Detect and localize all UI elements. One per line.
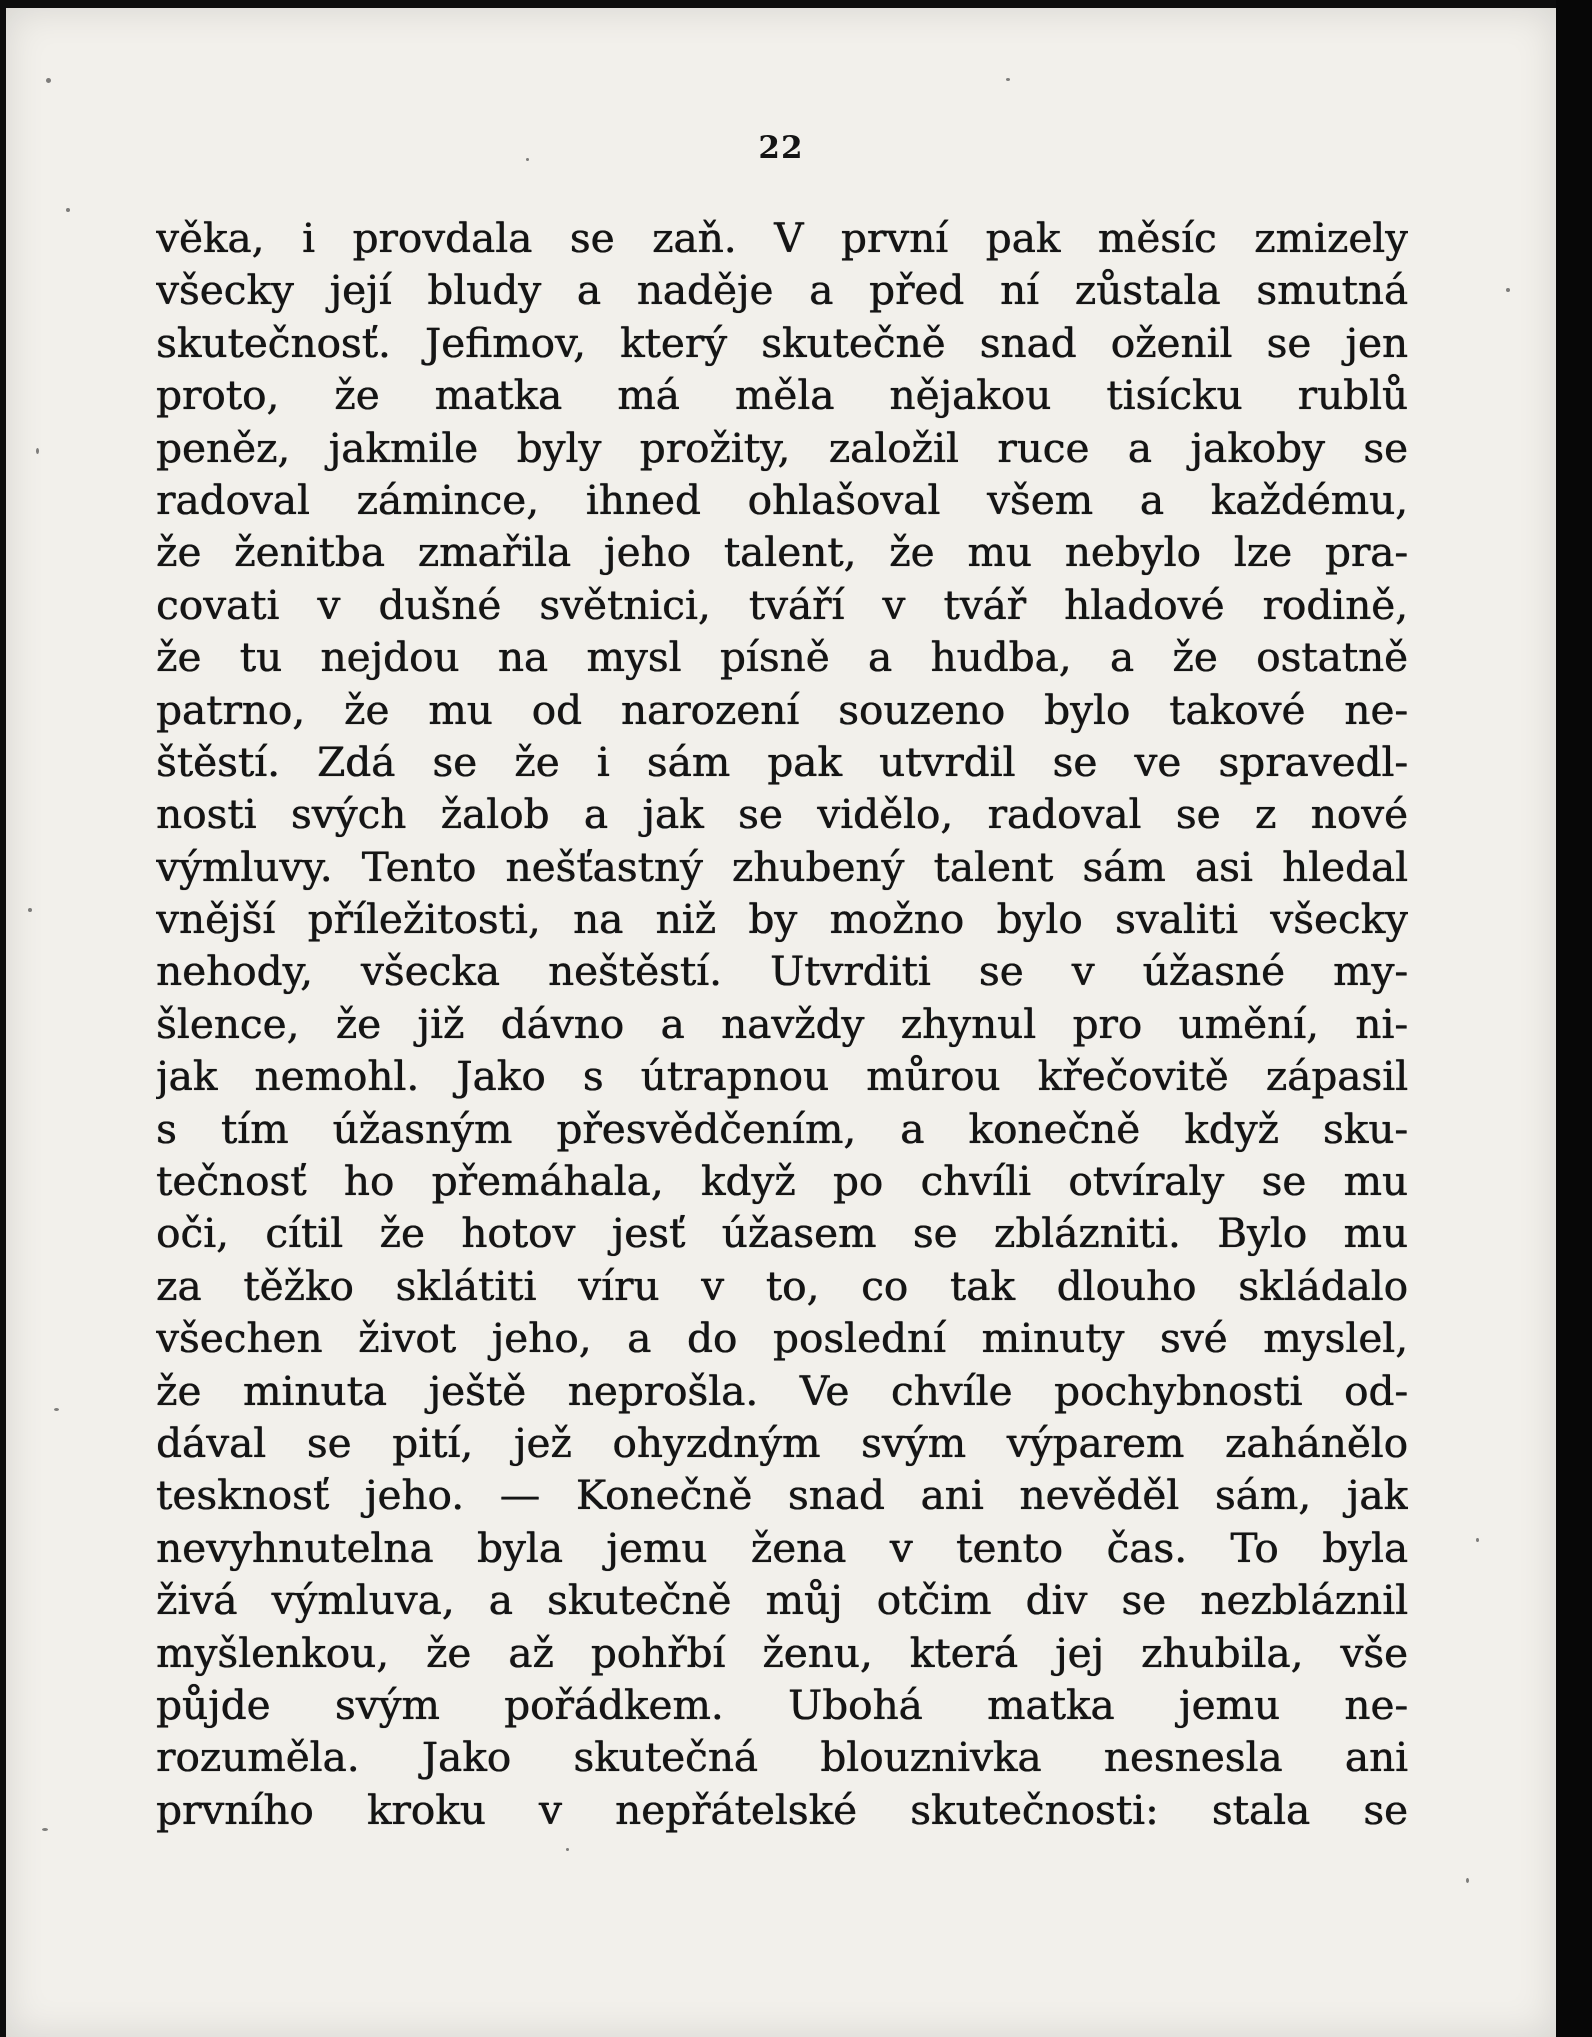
text-line: myšlenkou, že až pohřbí ženu, která jej zhubila, vše	[156, 1628, 1408, 1677]
text-line: výmluvy. Tento nešťastný zhubený talent sám asi hledal	[156, 842, 1408, 891]
text-line: půjde svým pořádkem. Ubohá matka jemu ne-	[156, 1680, 1408, 1729]
scan-speck	[1476, 1538, 1479, 1542]
page-number: 22	[758, 130, 804, 166]
scan-speck	[46, 78, 51, 83]
body-text	[156, 212, 1408, 1836]
scan-border	[1556, 0, 1592, 2037]
text-line: skutečnosť. Jefimov, který skutečně snad oženil se jen	[156, 318, 1408, 367]
scan-speck	[1006, 78, 1010, 81]
scan-speck	[42, 1828, 48, 1831]
text-line: dával se pití, jež ohyzdným svým výparem zahánělo	[156, 1418, 1408, 1467]
scan-speck	[1506, 288, 1510, 292]
text-line: radoval zámince, ihned ohlašoval všem a každému,	[156, 475, 1408, 524]
text-line: všecky její bludy a naděje a před ní zůstala smutná	[156, 266, 1408, 315]
text-line: proto, že matka má měla nějakou tisícku rublů	[156, 371, 1408, 420]
text-line: šlence, že již dávno a navždy zhynul pro umění, ni-	[156, 999, 1408, 1048]
text-line: peněz, jakmile byly prožity, založil ruce a jakoby se	[156, 423, 1408, 472]
text-line: tesknosť jeho. — Konečně snad ani nevěděl sám, jak	[156, 1471, 1408, 1520]
text-line: nosti svých žalob a jak se vidělo, radoval se z nové	[156, 790, 1408, 839]
text-line: covati v dušné světnici, tváří v tvář hladové rodině,	[156, 580, 1408, 629]
text-line: prvního kroku v nepřátelské skutečnosti: stala se	[156, 1785, 1408, 1834]
text-line: s tím úžasným přesvědčením, a konečně když sku-	[156, 1104, 1408, 1153]
text-line: že minuta ještě neprošla. Ve chvíle pochybnosti od-	[156, 1366, 1408, 1415]
text-line: nehody, všecka neštěstí. Utvrditi se v úžasné my-	[156, 947, 1408, 996]
scan-speck	[28, 908, 32, 912]
text-line: živá výmluva, a skutečně můj otčim div se nezbláznil	[156, 1576, 1408, 1625]
text-line: že tu nejdou na mysl písně a hudba, a že ostatně	[156, 633, 1408, 682]
text-line: štěstí. Zdá se že i sám pak utvrdil se ve spravedl-	[156, 737, 1408, 786]
text-line: všechen život jeho, a do poslední minuty své myslel,	[156, 1314, 1408, 1363]
text-line: věka, i provdala se zaň. V první pak měsíc zmizely	[156, 214, 1408, 262]
text-line: oči, cítil že hotov jesť úžasem se zblázniti. Bylo mu	[156, 1209, 1408, 1258]
text-line: patrno, že mu od narození souzeno bylo takové ne-	[156, 685, 1408, 734]
text-line: tečnosť ho přemáhala, když po chvíli otvíraly se mu	[156, 1157, 1408, 1206]
scan-speck	[36, 448, 39, 454]
text-line: nevyhnutelna byla jemu žena v tento čas. To byla	[156, 1523, 1408, 1572]
scan-speck	[54, 1408, 59, 1411]
text-line: rozuměla. Jako skutečná blouznivka nesnesla ani	[156, 1733, 1408, 1782]
text-line: že ženitba zmařila jeho talent, že mu nebylo lze pra-	[156, 528, 1408, 577]
scan-speck	[66, 208, 70, 212]
scan-speck	[1466, 1878, 1469, 1883]
scan-speck	[566, 1848, 569, 1851]
text-line: jak nemohl. Jako s útrapnou můrou křečovitě zápasil	[156, 1052, 1408, 1101]
text-line: vnější příležitosti, na niž by možno bylo svaliti všecky	[156, 895, 1408, 944]
text-line: za těžko sklátiti víru v to, co tak dlouho skládalo	[156, 1261, 1408, 1310]
book-page	[6, 8, 1556, 2037]
